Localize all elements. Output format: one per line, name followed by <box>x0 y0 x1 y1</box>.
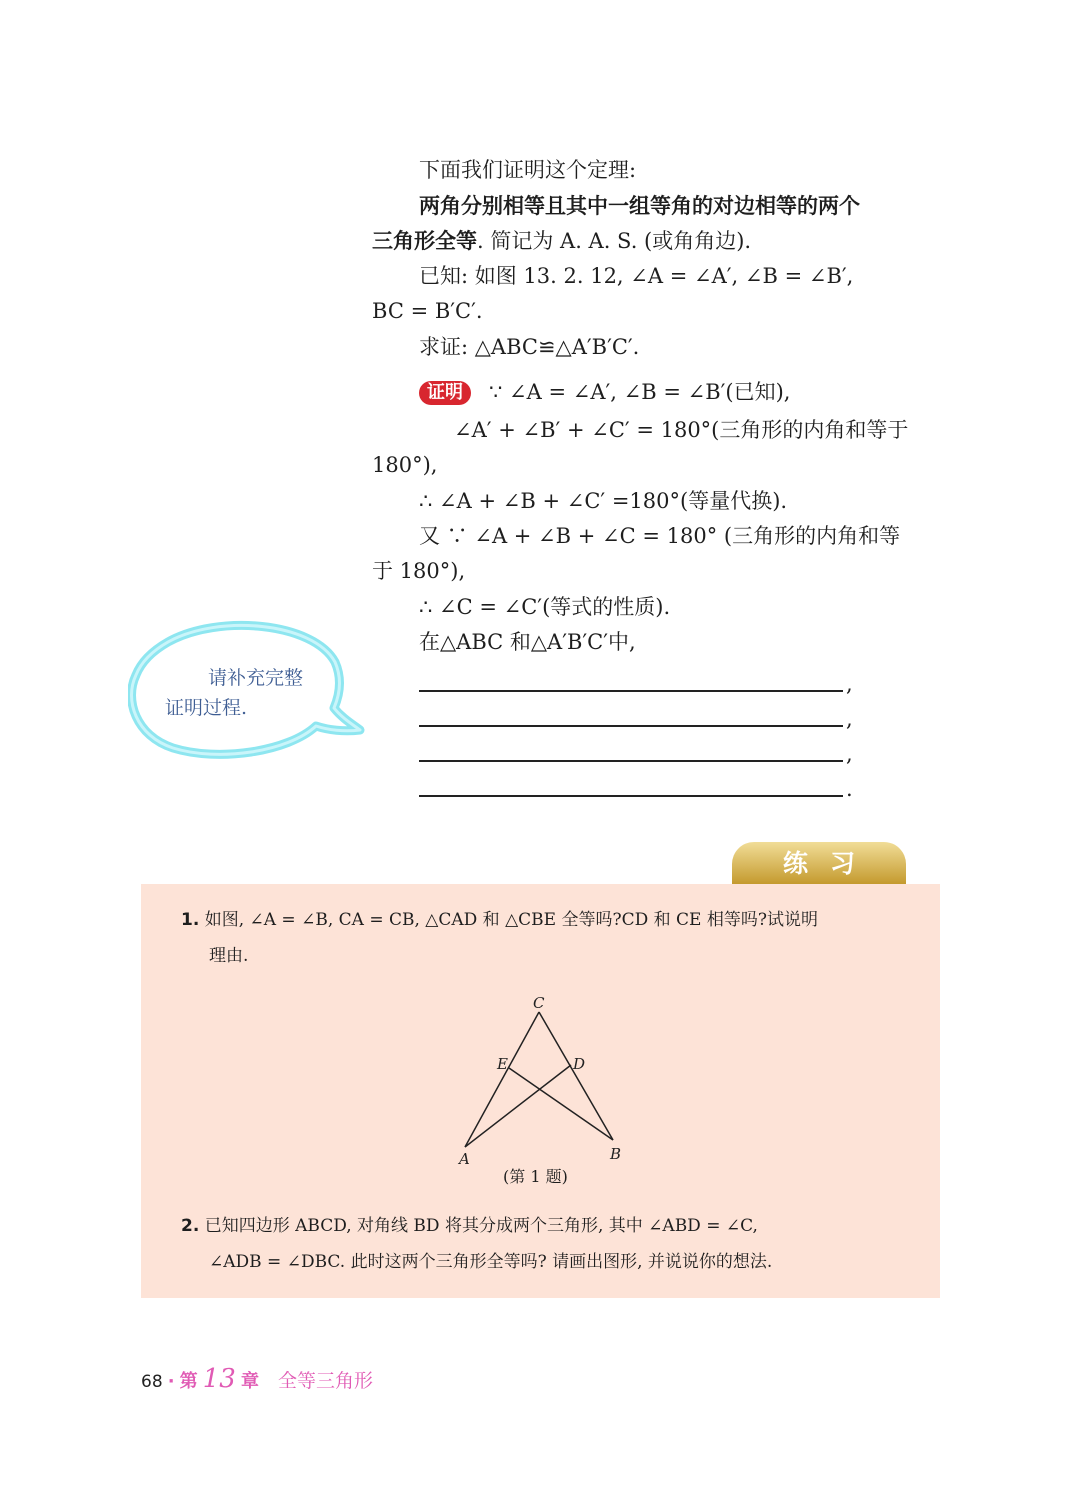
exercise-q1-line-2: 理由. <box>209 946 249 966</box>
theorem-line-1: 两角分别相等且其中一组等角的对边相等的两个 <box>419 194 860 218</box>
exercise-panel <box>141 884 940 1298</box>
chapter-suffix: 章 <box>240 1371 259 1392</box>
proof-line-6: 于 180°), <box>372 559 466 583</box>
exercise-q1-number: 1. <box>181 910 200 930</box>
chapter-title: 全等三角形 <box>278 1370 374 1392</box>
blank-punct-1: , <box>846 672 853 696</box>
exercise-tab: 练习 <box>732 842 906 884</box>
exercise-q2-number: 2. <box>181 1216 200 1236</box>
answer-blank-1[interactable] <box>419 690 843 692</box>
blank-punct-3: , <box>846 742 853 766</box>
theorem-abbrev: . 简记为 A. A. S. (或角角边). <box>477 229 752 253</box>
exercise-q2-line-2: ∠ADB = ∠DBC. 此时这两个三角形全等吗? 请画出图形, 并说说你的想法. <box>209 1252 773 1272</box>
answer-blank-3[interactable] <box>419 760 843 762</box>
segment-be <box>509 1068 613 1140</box>
segment-ca <box>465 1012 539 1147</box>
exercise-q2-text: 已知四边形 ABCD, 对角线 BD 将其分成两个三角形, 其中 ∠ABD = ∠C, <box>204 1216 758 1236</box>
chapter-number: 13 <box>202 1364 236 1394</box>
bubble-text-line-2: 证明过程. <box>165 697 248 719</box>
blank-punct-4: . <box>846 777 853 801</box>
label-d: D <box>573 1055 586 1073</box>
answer-blank-2[interactable] <box>419 725 843 727</box>
segment-ad <box>465 1065 571 1147</box>
intro-text: 下面我们证明这个定理: <box>419 158 637 182</box>
segment-cb <box>539 1012 613 1140</box>
hint-speech-bubble <box>128 620 368 770</box>
proof-line-4: ∴ ∠A + ∠B + ∠C′ =180°(等量代换). <box>419 489 788 513</box>
bubble-text-line-1: 请补充完整 <box>208 667 304 689</box>
label-b: B <box>610 1145 622 1163</box>
theorem-bold-part: 三角形全等 <box>372 229 477 253</box>
label-a: A <box>459 1150 470 1168</box>
triangle-figure <box>453 992 633 1172</box>
proof-line-1 <box>419 378 790 406</box>
proof-line-7: ∴ ∠C = ∠C′(等式的性质). <box>419 595 671 619</box>
speech-bubble-icon <box>128 620 368 770</box>
proof-line-3: 180°), <box>372 453 438 477</box>
proof-line-2: ∠A′ + ∠B′ + ∠C′ = 180°(三角形的内角和等于 <box>454 418 909 442</box>
proof-line-1-text: ∵ ∠A = ∠A′, ∠B = ∠B′(已知), <box>489 380 791 404</box>
answer-blank-4[interactable] <box>419 795 843 797</box>
label-c: C <box>533 994 545 1012</box>
label-e: E <box>497 1055 508 1073</box>
chapter-prefix: 第 <box>179 1371 198 1392</box>
theorem-line-2 <box>372 227 751 255</box>
page-number: 68 <box>141 1372 163 1392</box>
figure-caption: (第 1 题) <box>503 1167 568 1186</box>
proof-badge: 证明 <box>419 381 471 405</box>
footer-separator: · <box>167 1371 175 1392</box>
given-line-2: BC = B′C′. <box>372 299 483 323</box>
proof-line-5: 又 ∵ ∠A + ∠B + ∠C = 180° (三角形的内角和等 <box>419 524 901 548</box>
exercise-q2-line-1 <box>181 1214 758 1238</box>
proof-line-8: 在△ABC 和△A′B′C′中, <box>419 630 636 654</box>
page-footer <box>141 1364 373 1394</box>
exercise-q1-text: 如图, ∠A = ∠B, CA = CB, △CAD 和 △CBE 全等吗?CD 和 CE 相等吗?试说明 <box>204 910 818 930</box>
blank-punct-2: , <box>846 707 853 731</box>
prove-statement: 求证: △ABC≌△A′B′C′. <box>419 335 640 359</box>
given-line-1: 已知: 如图 13. 2. 12, ∠A = ∠A′, ∠B = ∠B′, <box>419 264 854 288</box>
exercise-q1-line-1 <box>181 908 818 932</box>
